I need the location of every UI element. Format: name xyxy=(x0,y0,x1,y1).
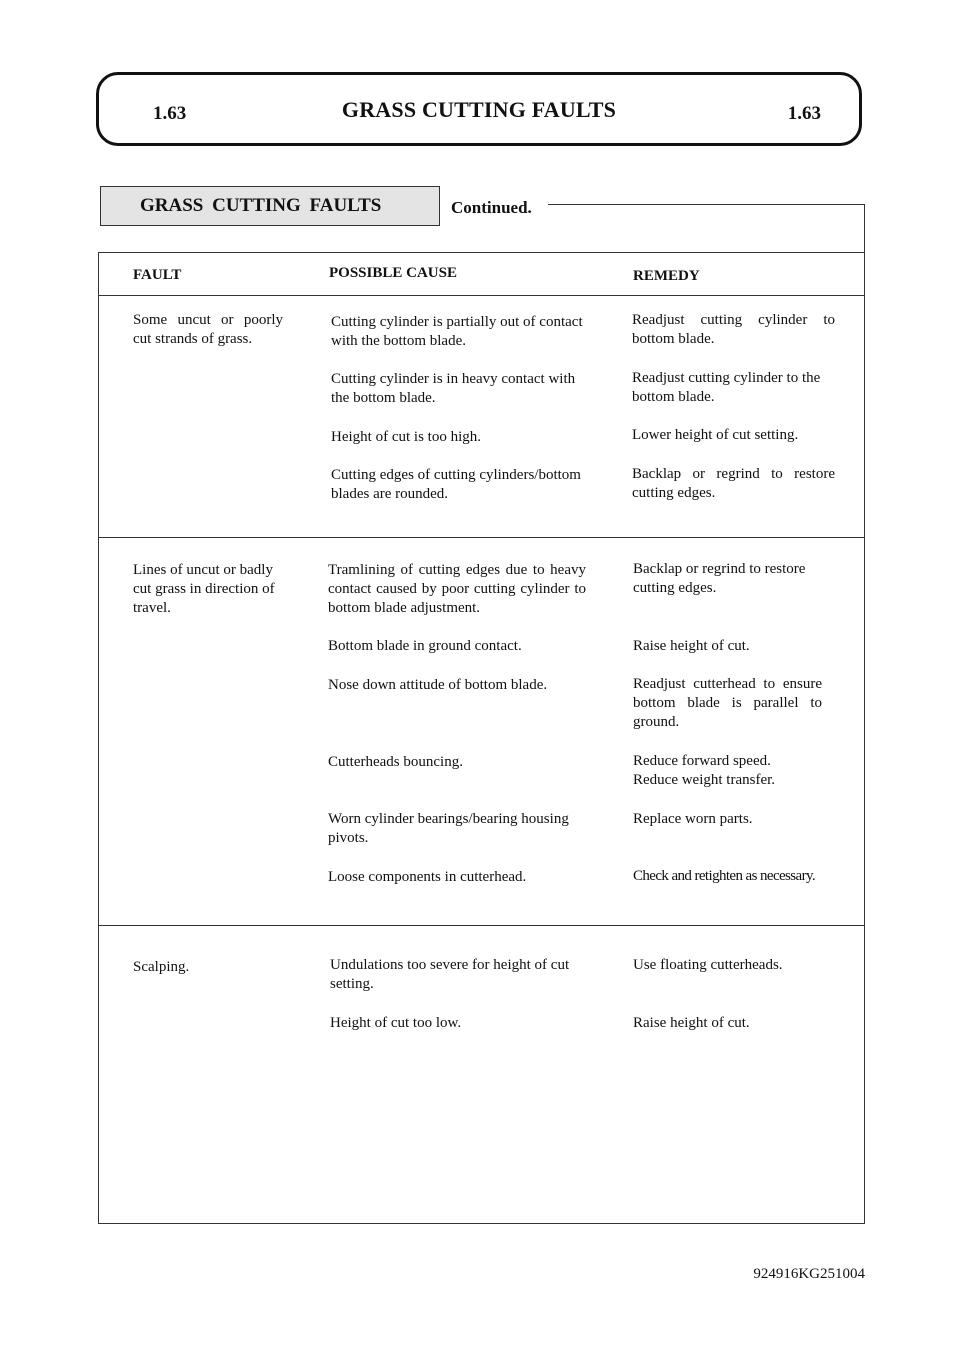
remedy-line: Reduce forward speed. xyxy=(633,753,771,769)
column-header-cause: POSSIBLE CAUSE xyxy=(329,265,457,281)
cause-cell: Height of cut too low. xyxy=(330,1015,462,1031)
cause-cell: Cutting edges of cutting cylinders/bottom blades are rounded. xyxy=(331,467,581,502)
remedy-cell: Readjust cutting cylinder to the bottom blade. xyxy=(632,370,821,405)
continued-rule xyxy=(548,204,865,252)
cause-cell: Loose components in cutterhead. xyxy=(328,869,527,885)
cause-cell: Nose down attitude of bottom blade. xyxy=(328,677,548,693)
group-divider xyxy=(99,537,864,538)
cause-cell: Height of cut is too high. xyxy=(331,429,481,445)
group-divider xyxy=(99,925,864,926)
column-header-remedy: REMEDY xyxy=(633,268,700,284)
remedy-cell: Readjust cutterhead to ensure bottom blade is parallel to ground. xyxy=(633,676,822,730)
header-divider xyxy=(99,295,864,296)
document-code: 924916KG251004 xyxy=(753,1266,865,1282)
remedy-cell: Check and retighten as necessary. xyxy=(633,868,816,884)
remedy-cell xyxy=(633,752,843,790)
remedy-line: Reduce weight transfer. xyxy=(633,772,776,788)
remedy-cell: Replace worn parts. xyxy=(633,811,753,827)
remedy-cell: Backlap or regrind to restore cutting edges. xyxy=(632,466,835,501)
remedy-cell: Backlap or regrind to restore cutting edges. xyxy=(633,561,806,596)
cause-cell: Cutterheads bouncing. xyxy=(328,754,463,770)
continued-label: Continued. xyxy=(451,198,532,217)
fault-cell: Scalping. xyxy=(133,959,190,975)
column-header-fault: FAULT xyxy=(133,267,182,283)
page-title: GRASS CUTTING FAULTS xyxy=(341,97,617,122)
cause-cell: Undulations too severe for height of cut setting. xyxy=(330,957,570,992)
fault-cell: Some uncut or poorly cut strands of grass. xyxy=(133,312,283,347)
remedy-cell: Lower height of cut setting. xyxy=(632,427,799,443)
cause-cell: Tramlining of cutting edges due to heavy contact caused by poor cutting cylinder to bottom blade adjustment. xyxy=(328,562,586,616)
cause-cell: Bottom blade in ground contact. xyxy=(328,638,522,654)
section-banner: GRASS CUTTING FAULTS xyxy=(100,186,440,226)
cause-cell: Worn cylinder bearings/bearing housing pivots. xyxy=(328,811,569,846)
section-number-left: 1.63 xyxy=(153,103,187,124)
remedy-cell: Readjust cutting cylinder to bottom blade. xyxy=(632,312,835,347)
section-number-right: 1.63 xyxy=(787,103,821,124)
fault-cell: Lines of uncut or badly cut grass in direction of travel. xyxy=(133,562,275,616)
cause-cell: Cutting cylinder is partially out of contact with the bottom blade. xyxy=(331,314,583,349)
fault-table xyxy=(98,252,865,1224)
remedy-cell: Raise height of cut. xyxy=(633,1015,750,1031)
remedy-cell: Raise height of cut. xyxy=(633,638,750,654)
page-header xyxy=(96,72,862,146)
remedy-cell: Use floating cutterheads. xyxy=(633,957,783,973)
cause-cell: Cutting cylinder is in heavy contact with the bottom blade. xyxy=(331,371,576,406)
